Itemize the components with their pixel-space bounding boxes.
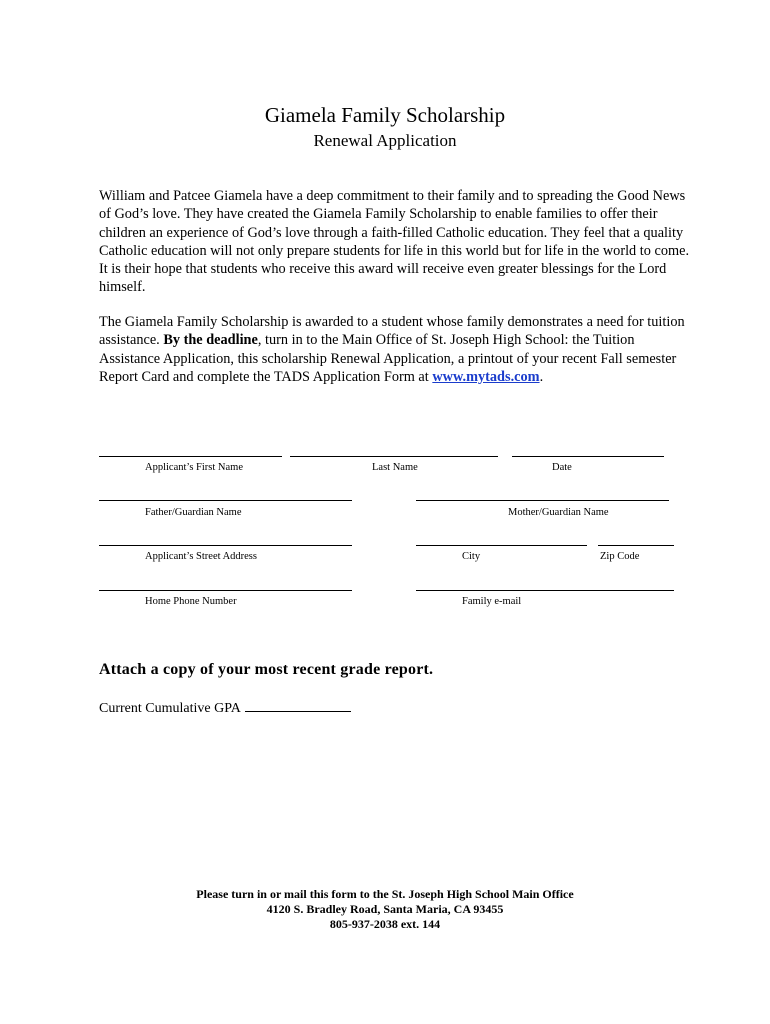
intro-paragraph: William and Patcee Giamela have a deep commitment to their family and to spreading the Good News of God’s love. They have created the Giamela Family Scholarship to enable families to offer their children an experience of God’s love through a faith-filled Catholic education. They feel that a quality Catholic education will not only prepare students for life in this world but for life in the world to come. It is their hope that students who receive this award will receive even greater blessings for the Lord himself.: [99, 188, 690, 296]
instructions-paragraph: [99, 313, 689, 386]
document-subtitle: Renewal Application: [313, 131, 457, 150]
instructions-text-2: , turn in to the Main Office of St. Joseph High School: the Tuition Assistance Application, this scholarship Renewal Application, a printout of your recent Fall semester Report Card and complete the TADS Application Form at: [99, 332, 677, 385]
home-phone-field[interactable]: [99, 590, 352, 591]
zip-code-label: Zip Code: [600, 551, 640, 562]
mother-guardian-label: Mother/Guardian Name: [508, 507, 609, 518]
city-label: City: [462, 551, 481, 562]
gpa-label: Current Cumulative GPA: [99, 701, 241, 716]
date-label: Date: [552, 462, 572, 473]
footer-address: 4120 S. Bradley Road, Santa Maria, CA 93455: [266, 902, 504, 916]
gpa-row: [99, 699, 351, 717]
footer-phone: 805-937-2038 ext. 144: [329, 917, 441, 931]
first-name-label: Applicant’s First Name: [145, 462, 243, 473]
footer-instructions: Please turn in or mail this form to the St. Joseph High School Main Office: [196, 887, 574, 901]
deadline-emphasis: By the deadline: [163, 332, 258, 349]
first-name-field[interactable]: [99, 456, 282, 457]
date-field[interactable]: [512, 456, 664, 457]
gpa-field[interactable]: [245, 699, 351, 712]
last-name-label: Last Name: [372, 462, 418, 473]
document-title: Giamela Family Scholarship: [264, 103, 506, 127]
home-phone-label: Home Phone Number: [145, 596, 237, 607]
father-guardian-label: Father/Guardian Name: [145, 507, 242, 518]
instructions-text-1: The Giamela Family Scholarship is awarded to a student whose family demonstrates a need for tuition assistance.: [99, 314, 685, 349]
last-name-field[interactable]: [290, 456, 498, 457]
instructions-end: .: [539, 368, 544, 385]
father-guardian-field[interactable]: [99, 500, 352, 501]
street-address-field[interactable]: [99, 545, 352, 546]
city-field[interactable]: [416, 545, 587, 546]
family-email-label: Family e-mail: [462, 596, 522, 607]
attach-heading: Attach a copy of your most recent grade report.: [99, 661, 434, 678]
mother-guardian-field[interactable]: [416, 500, 669, 501]
zip-code-field[interactable]: [598, 545, 674, 546]
tads-link[interactable]: www.mytads.com: [432, 368, 540, 385]
family-email-field[interactable]: [416, 590, 674, 591]
street-address-label: Applicant’s Street Address: [145, 551, 257, 562]
